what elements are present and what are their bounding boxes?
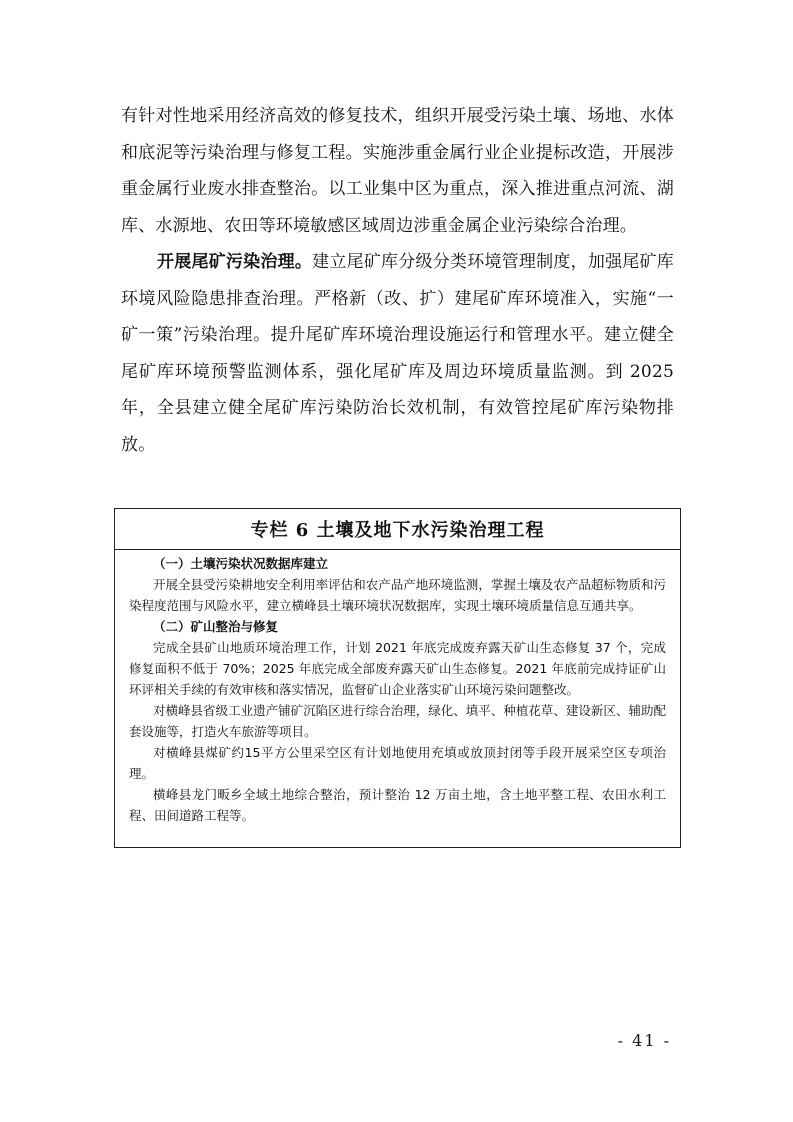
section-heading-mine: （二）矿山整治与修复 <box>153 619 279 634</box>
box-body <box>115 550 680 826</box>
section-paragraph: 对横峰县省级工业遗产铺矿沉陷区进行综合治理，绿化、填平、种植花草、建设新区、辅助配套设施等，打造火车旅游等项目。 <box>129 703 666 739</box>
section-paragraph: 横峰县龙门畈乡全域土地综合整治，预计整治 12 万亩土地，含土地平整工程、农田水利工程、田间道路工程等。 <box>129 787 666 823</box>
section-paragraph: 对横峰县煤矿约15平方公里采空区有计划地使用充填或放顶封闭等手段开展采空区专项治理。 <box>129 745 666 781</box>
box-title: 专栏 6 土壤及地下水污染治理工程 <box>115 509 680 550</box>
main-text <box>121 98 674 463</box>
section-paragraph: 完成全县矿山地质环境治理工作，计划 2021 年底完成废弃露天矿山生态修复 37 个，完成修复面积不低于 70%；2025 年底完成全部废弃露天矿山生态修复。2021 年底前完成持证矿山环评相关手续的有效审核和落实情况，监督矿山企业落实矿山环境污染问题整改。 <box>129 640 666 697</box>
section-paragraph: 开展全县受污染耕地安全利用率评估和农产品产地环境监测，掌握土壤及农产品超标物质和污染程度范围与风险水平，建立横峰县土壤环境状况数据库，实现土壤环境质量信息互通共享。 <box>129 577 666 613</box>
special-column-box <box>114 508 681 848</box>
page-number: - 41 - <box>617 1031 671 1050</box>
paragraph-tailings-text: 建立尾矿库分级分类环境管理制度，加强尾矿库环境风险隐患排查治理。严格新（改、扩）建尾矿库环境准入，实施“一矿一策”污染治理。提升尾矿库环境治理设施运行和管理水平。建立健全尾矿库环境预警监测体系，强化尾矿库及周边环境质量监测。到 2025 年，全县建立健全尾矿库污染防治长效机制，有效管控尾矿库污染物排放。 <box>121 252 674 455</box>
paragraph-tailings <box>121 244 674 463</box>
paragraph-tailings-heading: 开展尾矿污染治理。 <box>157 252 313 272</box>
paragraph-soil-remediation: 有针对性地采用经济高效的修复技术，组织开展受污染土壤、场地、水体和底泥等污染治理与修复工程。实施涉重金属行业企业提标改造，开展涉重金属行业废水排查整治。以工业集中区为重点，深入推进重点河流、湖库、水源地、农田等环境敏感区域周边涉重金属企业污染综合治理。 <box>121 106 674 236</box>
section-heading-database: （一）土壤污染状况数据库建立 <box>153 556 329 571</box>
